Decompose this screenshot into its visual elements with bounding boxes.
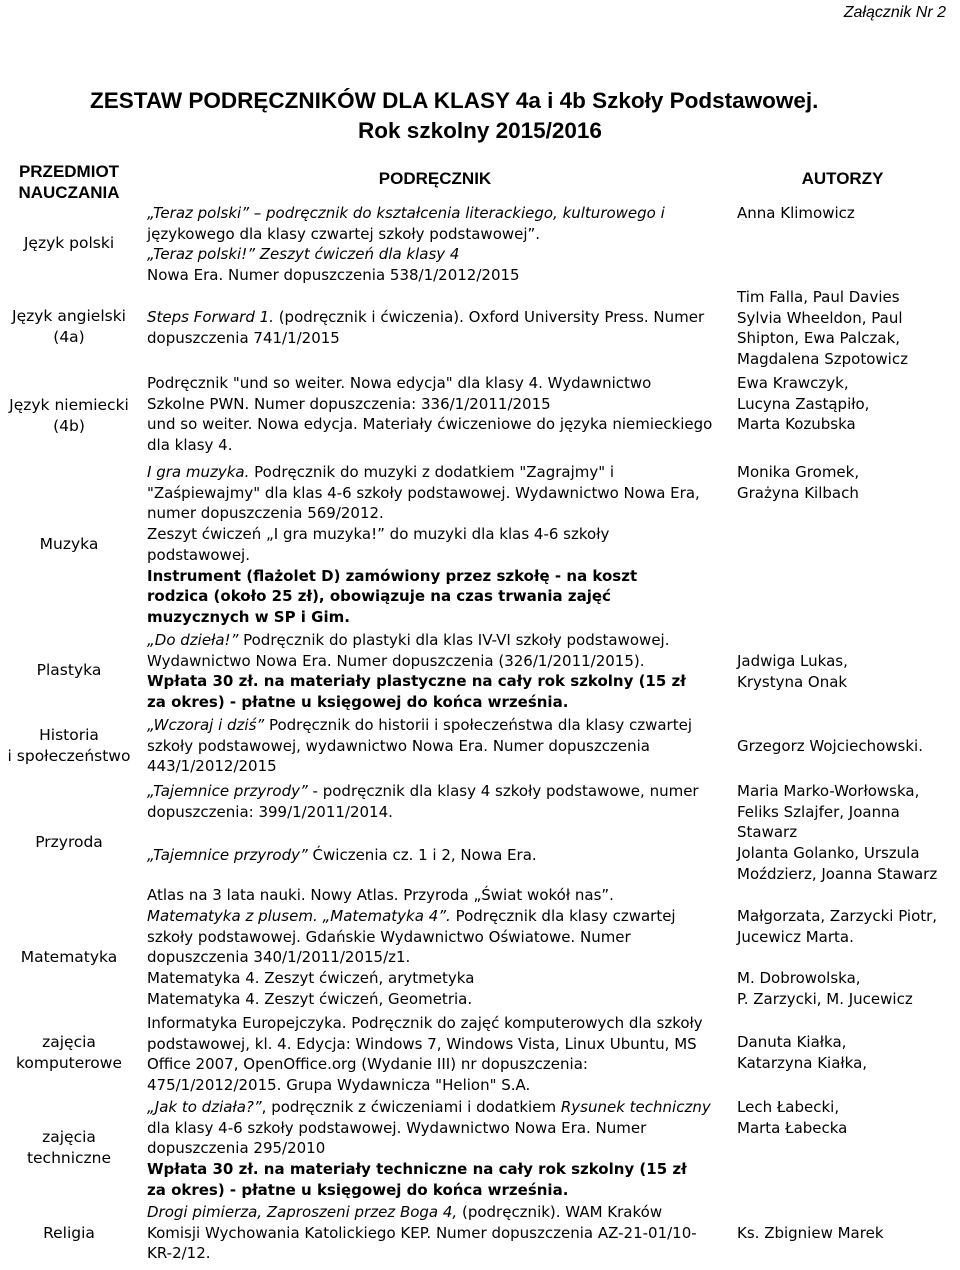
subject-line: (4b) [53, 417, 85, 435]
book-line [147, 307, 727, 328]
text-segment: Komisji Wychowania Katolickiego KEP. Numer dopuszczenia AZ-21-01/10- [147, 1223, 697, 1242]
subject-line: Religia [43, 1224, 95, 1242]
book-line [147, 1075, 727, 1096]
text-segment: numer dopuszczenia 569/2012. [147, 504, 384, 523]
book-line [147, 435, 727, 456]
text-segment: muzycznych w SP i Gim. [147, 607, 350, 626]
author-line: Jucewicz Marta. [737, 927, 854, 946]
book-line [147, 885, 727, 906]
text-segment: dopuszczenia: 399/1/2011/2014. [147, 802, 393, 821]
subject-matematyka [0, 947, 138, 968]
subject-line: techniczne [26, 1149, 112, 1167]
author-line: P. Zarzycki, M. Jucewicz [737, 989, 913, 1008]
subject-line: Plastyka [36, 661, 102, 679]
book-line [147, 968, 727, 989]
text-segment: Wpłata 30 zł. na materiały techniczne na cały rok szkolny (15 zł [147, 1160, 687, 1179]
header-subject-line1: PRZEDMIOT [18, 162, 120, 181]
header-subject-line2: NAUCZANIA [18, 183, 120, 202]
author-line: Lucyna Zastąpiło, [737, 394, 870, 413]
subject-historia [0, 725, 138, 767]
author-line: Jolanta Golanko, Urszula [737, 844, 920, 863]
book-techniczne [147, 1097, 727, 1201]
book-line [147, 566, 727, 587]
book-line [147, 483, 727, 504]
subject-niemiecki [0, 395, 138, 437]
book-line [147, 1118, 727, 1139]
book-line [147, 1138, 727, 1159]
text-segment: dopuszczenia 295/2010 [147, 1139, 326, 1158]
text-segment: 443/1/2012/2015 [147, 757, 277, 776]
text-segment: „Do dzieła!” [147, 631, 239, 649]
book-line [147, 414, 727, 435]
text-segment: szkoły podstawowej, wydawnictwo Nowa Era. Numer dopuszczenia [147, 736, 650, 755]
subject-przyroda [0, 832, 138, 853]
text-segment: Instrument (flażolet D) zamówiony przez szkołę - na koszt [147, 566, 638, 585]
text-segment: Wydawnictwo Nowa Era. Numer dopuszczenia (326/1/2011/2015). [147, 651, 645, 670]
text-segment: 475/1/2012/2015. Grupa Wydawnicza "Helion" S.A. [147, 1076, 531, 1095]
book-line [147, 203, 727, 224]
book-line [147, 692, 727, 713]
text-segment: „Teraz polski!” Zeszyt ćwiczeń dla klasy 4 [147, 245, 460, 264]
text-segment: Informatyka Europejczyka. Podręcznik do zajęć komputerowych dla szkoły [147, 1014, 703, 1032]
book-line [147, 1013, 727, 1034]
book-line [147, 524, 727, 545]
subject-line: Język niemiecki [9, 396, 129, 414]
text-segment: I gra muzyka. [147, 463, 250, 481]
author-line: Marta Łabecka [737, 1118, 848, 1137]
book-line [147, 607, 727, 628]
text-segment: Ćwiczenia cz. 1 i 2, Nowa Era. [307, 846, 537, 864]
author-line: Ewa Krawczyk, [737, 374, 849, 392]
text-segment: Podręcznik do muzyki z dodatkiem "Zagrajmy" i [249, 463, 615, 481]
text-segment: Steps Forward 1. [147, 308, 274, 326]
book-przyroda [147, 781, 727, 822]
text-segment: podstawowej, kl. 4. Edycja: Windows 7, Windows Vista, Linux Ubuntu, MS [147, 1034, 697, 1053]
book-line [147, 736, 727, 757]
book-line [147, 1243, 727, 1264]
text-segment: dla klasy 4. [147, 436, 233, 455]
book-przyroda-exercises [147, 845, 727, 866]
book-line [147, 224, 727, 245]
subject-komputerowe [0, 1032, 138, 1074]
author-line: Krystyna Onak [737, 672, 848, 691]
text-segment: Rysunek techniczny [560, 1098, 711, 1116]
text-segment: „Wczoraj i dziś” [147, 716, 265, 734]
authors-komputerowe [737, 1032, 957, 1073]
text-segment: , podręcznik z ćwiczeniami i dodatkiem [261, 1098, 561, 1116]
text-segment: dla klasy 4-6 szkoły podstawowej. Wydawnictwo Nowa Era. Numer [147, 1118, 647, 1137]
author-line: Ks. Zbigniew Marek [737, 1224, 884, 1242]
author-line: Monika Gromek, [737, 463, 860, 481]
book-line [147, 1202, 727, 1223]
authors-niemiecki [737, 373, 957, 435]
text-segment: za okres) - płatne u księgowej do końca września. [147, 1180, 569, 1199]
author-line: Sylvia Wheeldon, Paul [737, 308, 903, 327]
header-book: PODRĘCZNIK [378, 169, 492, 188]
text-segment: podstawowej. [147, 545, 250, 564]
text-segment: Drogi pimierza, Zaproszeni przez Boga 4, [147, 1203, 458, 1221]
header-authors: AUTORZY [801, 169, 884, 188]
subject-polski [0, 233, 138, 254]
author-line: Marta Kozubska [737, 415, 856, 434]
subject-angielski [0, 306, 138, 348]
author-line: Stawarz [737, 823, 798, 842]
author-line: Jadwiga Lukas, [737, 652, 848, 670]
book-line [147, 845, 727, 866]
subject-line: (4a) [53, 328, 85, 346]
subject-line: i społeczeństwo [7, 747, 131, 765]
book-line [147, 1180, 727, 1201]
text-segment: Podręcznik do historii i społeczeństwa dla klasy czwartej [264, 716, 692, 734]
text-segment: Zeszyt ćwiczeń „I gra muzyka!” do muzyki dla klas 4-6 szkoły [147, 525, 610, 544]
book-niemiecki [147, 373, 727, 456]
text-segment: „Teraz polski” – podręcznik do kształcenia literackiego, kulturowego i [147, 204, 665, 222]
book-line [147, 906, 727, 927]
book-line [147, 671, 727, 692]
book-line [147, 651, 727, 672]
text-segment: Podręcznik do plastyki dla klas IV-VI szkoły podstawowej. [238, 631, 670, 649]
author-line: Małgorzata, Zarzycki Piotr, [737, 907, 938, 925]
book-line [147, 989, 727, 1010]
author-line: Feliks Szlajfer, Joanna [737, 802, 900, 821]
text-segment: Atlas na 3 lata nauki. Nowy Atlas. Przyroda „Świat wokół nas”. [147, 886, 614, 904]
book-line [147, 630, 727, 651]
author-line: Moździerz, Joanna Stawarz [737, 864, 938, 883]
text-segment: „Tajemnice przyrody” [147, 782, 308, 800]
subject-line: komputerowe [15, 1054, 122, 1072]
text-segment: językowego dla klasy czwartej szkoły podstawowej”. [147, 224, 541, 243]
subject-line: zajęcia [42, 1033, 96, 1051]
text-segment: dopuszczenia 340/1/2011/2015/z1. [147, 948, 411, 967]
school-year-title: Rok szkolny 2015/2016 [358, 118, 602, 143]
book-line [147, 947, 727, 968]
subject-line: Historia [39, 726, 99, 744]
book-line [147, 781, 727, 802]
author-line: Magdalena Szpotowicz [737, 350, 908, 369]
authors-przyroda [737, 781, 957, 885]
author-line: Tim Falla, Paul Davies [737, 288, 900, 306]
text-segment: und so weiter. Nowa edycja. Materiały ćwiczeniowe do języka niemieckiego [147, 415, 713, 434]
book-przyroda-atlas [147, 885, 727, 906]
text-segment: Matematyka 4. Zeszyt ćwiczeń, arytmetyka [147, 969, 475, 988]
authors-muzyka [737, 462, 957, 503]
subject-techniczne [0, 1127, 138, 1169]
subject-line: Język angielski [12, 307, 126, 325]
book-line [147, 756, 727, 777]
text-segment: Nowa Era. Numer dopuszczenia 538/1/2012/2015 [147, 266, 520, 285]
text-segment: Wpłata 30 zł. na materiały plastyczne na cały rok szkolny (15 zł [147, 672, 686, 691]
authors-historia [737, 736, 957, 757]
author-line: Grzegorz Wojciechowski. [737, 737, 923, 755]
book-matematyka [147, 906, 727, 1010]
book-line [147, 328, 727, 349]
author-line: Grażyna Kilbach [737, 483, 859, 502]
book-line [147, 927, 727, 948]
text-segment: Matematyka z plusem. „Matematyka 4”. [147, 907, 451, 925]
authors-plastyka [737, 651, 957, 692]
authors-religia [737, 1223, 957, 1244]
author-line: Katarzyna Kiałka, [737, 1053, 868, 1072]
text-segment: szkoły podstawowej. Gdańskie Wydawnictwo Oświatowe. Numer [147, 927, 631, 946]
book-line [147, 802, 727, 823]
book-line [147, 1097, 727, 1118]
text-segment: (podręcznik i ćwiczenia). Oxford University Press. Numer [273, 308, 705, 326]
book-line [147, 586, 727, 607]
book-line [147, 462, 727, 483]
subject-line: Przyroda [35, 833, 103, 851]
book-line [147, 373, 727, 394]
book-line [147, 394, 727, 415]
book-komputerowe [147, 1013, 727, 1096]
book-angielski [147, 307, 727, 348]
author-line: Danuta Kiałka, [737, 1033, 847, 1051]
author-line: Anna Klimowicz [737, 204, 855, 222]
text-segment: KR-2/12. [147, 1244, 211, 1263]
authors-techniczne [737, 1097, 957, 1138]
text-segment: „Tajemnice przyrody” [147, 846, 308, 864]
text-segment: za okres) - płatne u księgowej do końca września. [147, 693, 569, 712]
author-line: M. Dobrowolska, [737, 969, 861, 987]
book-line [147, 1034, 727, 1055]
text-segment: dopuszczenia 741/1/2015 [147, 328, 340, 347]
book-plastyka [147, 630, 727, 713]
authors-matematyka-exercises [737, 968, 957, 1009]
text-segment: Podręcznik "und so weiter. Nowa edycja" dla klasy 4. Wydawnictwo [147, 374, 652, 392]
text-segment: Matematyka 4. Zeszyt ćwiczeń, Geometria. [147, 989, 473, 1008]
annex-label: Załącznik Nr 2 [843, 4, 946, 21]
book-line [147, 715, 727, 736]
book-line [147, 244, 727, 265]
book-line [147, 545, 727, 566]
text-segment: „Jak to działa?” [147, 1098, 262, 1116]
book-line [147, 265, 727, 286]
text-segment: Office 2007, OpenOffice.org (Wydanie III) nr dopuszczenia: [147, 1055, 588, 1074]
book-line [147, 1054, 727, 1075]
book-polski [147, 203, 727, 286]
subject-muzyka [0, 534, 138, 555]
header-subject [0, 161, 138, 203]
book-historia [147, 715, 727, 777]
authors-matematyka [737, 906, 957, 947]
book-line [147, 1223, 727, 1244]
author-line: Lech Łabecki, [737, 1098, 840, 1116]
subject-religia [0, 1223, 138, 1244]
book-line [147, 503, 727, 524]
author-line: Shipton, Ewa Palczak, [737, 329, 901, 348]
book-line [147, 1159, 727, 1180]
subject-line: Matematyka [20, 948, 118, 966]
subject-line: zajęcia [42, 1128, 96, 1146]
text-segment: "Zaśpiewajmy" dla klas 4-6 szkoły podstawowej. Wydawnictwo Nowa Era, [147, 483, 700, 502]
text-segment: - podręcznik dla klasy 4 szkoły podstawowe, numer [307, 782, 699, 800]
subject-plastyka [0, 660, 138, 681]
document-title: ZESTAW PODRĘCZNIKÓW DLA KLASY 4a i 4b Szkoły Podstawowej. [90, 88, 819, 113]
text-segment: (podręcznik). WAM Kraków [457, 1203, 663, 1221]
authors-angielski [737, 287, 957, 370]
subject-line: Muzyka [39, 535, 99, 553]
authors-polski [737, 203, 957, 224]
text-segment: Szkolne PWN. Numer dopuszczenia: 336/1/2011/2015 [147, 394, 551, 413]
book-religia [147, 1202, 727, 1264]
text-segment: Podręcznik dla klasy czwartej [450, 907, 676, 925]
author-line: Maria Marko-Worłowska, [737, 782, 920, 800]
text-segment: rodzica (około 25 zł), obowiązuje na czas trwania zajęć [147, 587, 611, 606]
subject-line: Język polski [23, 234, 115, 252]
book-muzyka [147, 462, 727, 628]
